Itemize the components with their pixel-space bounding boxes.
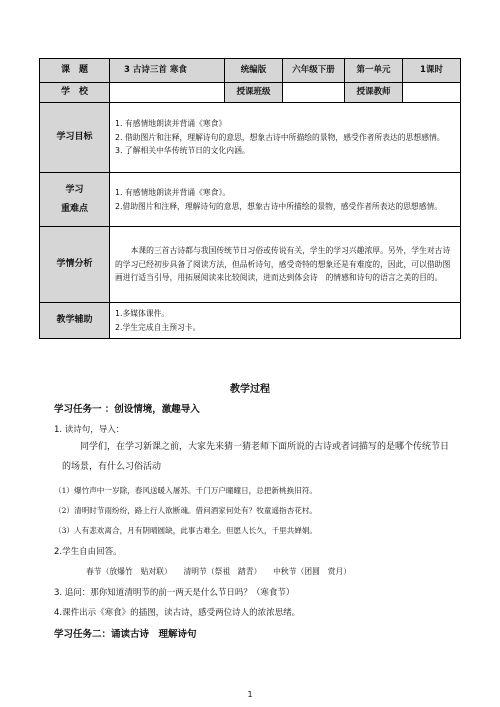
lesson-plan-table — [39, 58, 461, 339]
grade: 六年级下册 — [283, 59, 345, 83]
aid-item: 2.学生完成自主预习卡。 — [115, 322, 201, 332]
unit: 第一单元 — [345, 59, 403, 83]
class-value — [283, 83, 345, 103]
intro-paragraph: 同学们，在学习新课之前，大家先来猜一猜老师下面所说的古诗或者词描写的是哪个传统节日的场景，有什么习俗活动 — [62, 442, 450, 472]
teacher-value — [403, 83, 461, 103]
class-hours: 1课时 — [403, 59, 461, 83]
poem-line: （1）爆竹声中一岁除，春风送暖入屠苏。千门万户曈曈日，总把新桃换旧符。 — [54, 486, 318, 495]
festival-answers: 春节（放爆竹 贴对联） 清明节（祭祖 踏青） 中秋节（团圆 赏月） — [86, 567, 352, 576]
analysis-content — [110, 227, 461, 303]
table-row-analysis — [40, 227, 461, 303]
analysis-label: 学情分析 — [40, 227, 110, 303]
aid-item: 1.多媒体课件。 — [115, 308, 170, 318]
keypoint-item: 2.借助图片和注释，理解诗句的意思，想象古诗中所描绘的景物，感受作者所表达的思想感情。 — [115, 201, 443, 211]
keypoints-label-line1: 学习 — [65, 185, 84, 196]
keypoints-label — [40, 173, 110, 227]
class-label: 授课班级 — [225, 83, 283, 103]
task2-heading: 学习任务二：诵读古诗 理解诗句 — [54, 629, 197, 640]
goal-item: 1. 有感情地朗读并背诵《寒食》 — [115, 119, 227, 129]
teacher-label: 授课教师 — [345, 83, 403, 103]
lesson-title: 3 古诗三首 寒食 — [110, 59, 225, 83]
topic-label: 课 题 — [40, 59, 110, 83]
goal-item: 3. 了解相关中华传统节日的文化内涵。 — [115, 146, 250, 156]
analysis-text: 本课的三首古诗都与我国传统节日习俗或传说有关，学生的学习兴趣浓厚。另外，学生对古诗的学习已经初步具备了阅读方法，但品析诗句，感受奇特的想象还是有难度的，因此，可以借助图画进行适当引导，用拓展阅读来比较阅读，进而达到体会诗 的情感和诗句的语言之美的目的。 — [115, 246, 451, 283]
edition: 统编版 — [225, 59, 283, 83]
school-value — [110, 83, 225, 103]
poem-line: （3）人有悲欢离合，月有阴晴圆缺，此事古难全。但愿人长久，千里共婵娟。 — [54, 526, 318, 535]
step3: 3. 追问：那你知道清明节的前一两天是什么节日吗？（寒食节） — [54, 588, 295, 598]
page-number: 1 — [247, 690, 253, 699]
goal-item: 2. 借助图片和注释，理解诗句的意思，想象古诗中所描绘的景物，感受作者所表达的思想感情。 — [115, 132, 445, 142]
goals-content — [110, 103, 461, 173]
table-row-keypoints — [40, 173, 461, 227]
table-row-school — [40, 83, 461, 103]
poem-line: （2）清明时节雨纷纷，路上行人欲断魂。借问酒家何处有？牧童遥指杏花村。 — [54, 506, 318, 515]
keypoints-label-line2: 重难点 — [60, 203, 88, 214]
table-row-topic — [40, 59, 461, 83]
step2: 2.学生自由回答。 — [54, 547, 122, 557]
step1: 1. 读诗句，导入： — [54, 425, 125, 435]
table-row-goals — [40, 103, 461, 173]
table-row-aids — [40, 303, 461, 339]
process-title: 教学过程 — [230, 384, 270, 395]
goals-label: 学习目标 — [40, 103, 110, 173]
task1-heading: 学习任务一 ：创设情境，激趣导入 — [54, 404, 200, 415]
aids-label: 教学辅助 — [40, 303, 110, 339]
school-label: 学 校 — [40, 83, 110, 103]
keypoint-item: 1. 有感情地朗读并背诵《寒食》。 — [115, 187, 231, 197]
keypoints-content — [110, 173, 461, 227]
aids-content — [110, 303, 461, 339]
step4: 4.课件出示《寒食》的插图，读古诗，感受两位诗人的浓浓思绪。 — [54, 608, 301, 618]
